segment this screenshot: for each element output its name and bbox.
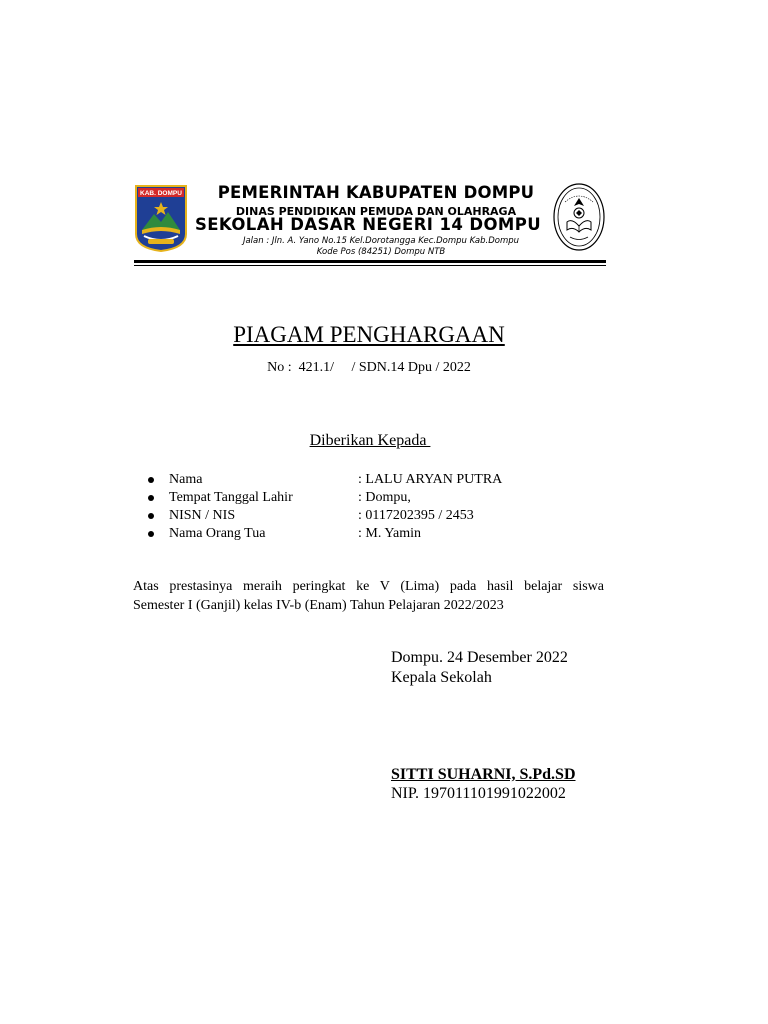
government-heading: PEMERINTAH KABUPATEN DOMPU	[217, 183, 535, 202]
signer-position: Kepala Sekolah	[391, 669, 492, 686]
bullet-icon	[148, 513, 154, 519]
bullet-icon	[148, 531, 154, 537]
place-date: Dompu. 24 Desember 2022	[391, 649, 568, 666]
given-to-heading: Diberikan Kepada	[309, 432, 431, 449]
bullet-icon	[148, 477, 154, 483]
info-label: Tempat Tanggal Lahir	[169, 490, 293, 505]
achievement-line-1: Atas prestasinya meraih peringkat ke V (Lima) pada hasil belajar siswa	[133, 579, 604, 594]
left-logo-caption: KAB. DOMPU	[140, 190, 182, 197]
info-label: Nama	[169, 472, 203, 487]
info-label: NISN / NIS	[169, 508, 236, 523]
address-line-1: Jalan : Jln. A. Yano No.15 Kel.Dorotangga Kec.Dompu Kab.Dompu	[242, 236, 520, 246]
letterhead-rule-thin	[134, 265, 606, 266]
info-value: : 0117202395 / 2453	[358, 508, 474, 523]
info-value: : LALU ARYAN PUTRA	[358, 472, 503, 487]
info-value: : M. Yamin	[358, 526, 422, 541]
bullet-icon	[148, 495, 154, 501]
kabupaten-dompu-logo-icon	[134, 184, 188, 252]
school-heading: SEKOLAH DASAR NEGERI 14 DOMPU	[194, 215, 542, 234]
document-number: No : 421.1/ / SDN.14 Dpu / 2022	[267, 360, 471, 375]
tut-wuri-handayani-logo-icon	[552, 182, 606, 252]
achievement-paragraph	[133, 577, 604, 615]
department-heading: DINAS PENDIDIKAN PEMUDA DAN OLAHRAGA	[235, 205, 517, 218]
info-value: : Dompu,	[358, 490, 411, 505]
letterhead-rule-thick	[134, 260, 606, 263]
signer-name: SITTI SUHARNI, S.Pd.SD	[391, 766, 576, 783]
info-label: Nama Orang Tua	[169, 526, 266, 541]
achievement-line-2: Semester I (Ganjil) kelas IV-b (Enam) Tahun Pelajaran 2022/2023	[133, 598, 504, 613]
address-line-2: Kode Pos (84251) Dompu NTB	[316, 247, 446, 257]
signer-nip: NIP. 197011101991022002	[391, 785, 566, 802]
document-title: PIAGAM PENGHARGAAN	[233, 322, 505, 347]
